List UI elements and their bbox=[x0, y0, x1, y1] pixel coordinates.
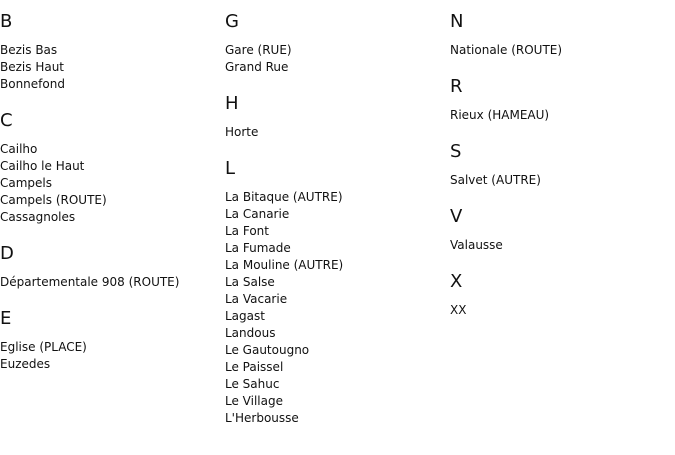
index-column bbox=[0, 12, 220, 391]
street-link[interactable]: La Canarie bbox=[225, 207, 290, 221]
street-link[interactable]: Cailho bbox=[0, 142, 38, 156]
letter-heading: L bbox=[225, 158, 236, 179]
street-link[interactable]: Nationale (ROUTE) bbox=[450, 43, 563, 57]
street-list bbox=[0, 274, 220, 291]
letter-heading: X bbox=[450, 271, 463, 292]
street-link[interactable]: La Font bbox=[225, 224, 269, 238]
letter-heading: N bbox=[450, 11, 464, 32]
street-link[interactable]: Lagast bbox=[225, 309, 265, 323]
street-link[interactable]: Le Sahuc bbox=[225, 377, 280, 391]
index-column bbox=[225, 12, 445, 445]
street-link[interactable]: Le Village bbox=[225, 394, 283, 408]
street-link[interactable]: Rieux (HAMEAU) bbox=[450, 108, 550, 122]
street-link[interactable]: Départementale 908 (ROUTE) bbox=[0, 275, 180, 289]
street-list bbox=[0, 42, 220, 93]
street-link[interactable]: L'Herbousse bbox=[225, 411, 299, 425]
street-link[interactable]: Salvet (AUTRE) bbox=[450, 173, 541, 187]
street-link[interactable]: Landous bbox=[225, 326, 276, 340]
street-list bbox=[0, 141, 220, 226]
street-link[interactable]: Campels bbox=[0, 176, 53, 190]
street-link[interactable]: La Mouline (AUTRE) bbox=[225, 258, 344, 272]
letter-heading: E bbox=[0, 308, 12, 329]
street-link[interactable]: Euzedes bbox=[0, 357, 51, 371]
street-link[interactable]: Eglise (PLACE) bbox=[0, 340, 87, 354]
street-link[interactable]: Cailho le Haut bbox=[0, 159, 85, 173]
letter-group bbox=[225, 12, 445, 76]
letter-heading: H bbox=[225, 93, 239, 114]
street-link[interactable]: Le Gautougno bbox=[225, 343, 310, 357]
letter-group bbox=[0, 309, 220, 373]
street-list bbox=[450, 42, 670, 59]
street-link[interactable]: Horte bbox=[225, 125, 259, 139]
street-list bbox=[450, 172, 670, 189]
street-list bbox=[225, 124, 445, 141]
letter-heading: C bbox=[0, 110, 13, 131]
letter-group bbox=[0, 111, 220, 226]
letter-group bbox=[225, 94, 445, 141]
street-list bbox=[450, 237, 670, 254]
street-link[interactable]: La Bitaque (AUTRE) bbox=[225, 190, 343, 204]
street-link[interactable]: Valausse bbox=[450, 238, 503, 252]
street-link[interactable]: La Salse bbox=[225, 275, 275, 289]
letter-group bbox=[225, 159, 445, 427]
street-link[interactable]: XX bbox=[450, 303, 467, 317]
letter-heading: S bbox=[450, 141, 462, 162]
letter-heading: B bbox=[0, 11, 13, 32]
street-link[interactable]: La Vacarie bbox=[225, 292, 288, 306]
letter-group bbox=[450, 207, 670, 254]
letter-group bbox=[450, 12, 670, 59]
street-list bbox=[450, 302, 670, 319]
street-list bbox=[225, 189, 445, 427]
street-link[interactable]: Bezis Bas bbox=[0, 43, 58, 57]
letter-group bbox=[0, 12, 220, 93]
letter-heading: D bbox=[0, 243, 14, 264]
street-link[interactable]: Gare (RUE) bbox=[225, 43, 292, 57]
street-link[interactable]: Grand Rue bbox=[225, 60, 289, 74]
street-link[interactable]: La Fumade bbox=[225, 241, 291, 255]
street-list bbox=[0, 339, 220, 373]
letter-heading: V bbox=[450, 206, 463, 227]
letter-heading: R bbox=[450, 76, 463, 97]
street-link[interactable]: Cassagnoles bbox=[0, 210, 76, 224]
street-link[interactable]: Bonnefond bbox=[0, 77, 65, 91]
letter-group bbox=[450, 142, 670, 189]
letter-heading: G bbox=[225, 11, 239, 32]
letter-group bbox=[450, 77, 670, 124]
street-link[interactable]: Bezis Haut bbox=[0, 60, 65, 74]
street-link[interactable]: Le Paissel bbox=[225, 360, 284, 374]
street-list bbox=[225, 42, 445, 76]
index-column bbox=[450, 12, 670, 337]
street-list bbox=[450, 107, 670, 124]
street-link[interactable]: Campels (ROUTE) bbox=[0, 193, 107, 207]
letter-group bbox=[0, 244, 220, 291]
letter-group bbox=[450, 272, 670, 319]
